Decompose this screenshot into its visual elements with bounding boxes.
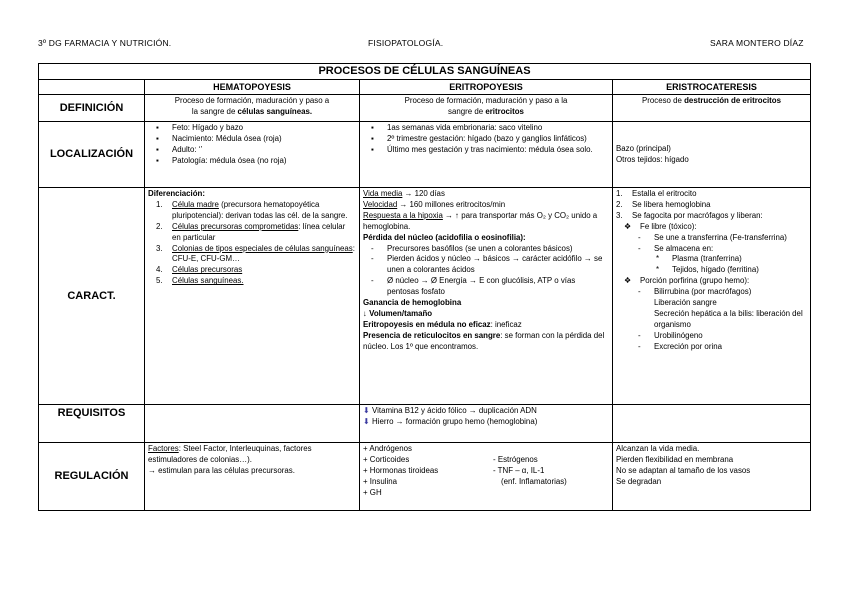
- col-header-eritropoyesis: ERITROPOYESIS: [360, 80, 613, 95]
- loc-hematopoyesis: [145, 122, 360, 188]
- summary-table: [38, 63, 811, 511]
- list-item: - Pierden ácidos y núcleo → básicos → carácter acidófilo → se unen a colorantes ácidos: [371, 254, 603, 275]
- def-eritropoyesis: Proceso de formación, maduración y paso a la sangre de eritrocitos: [360, 95, 613, 122]
- list-item: 3. Se fagocita por macrófagos y liberan:: [616, 210, 763, 220]
- list-item: ⬇ Vitamina B12 y ácido fólico → duplicación ADN: [363, 406, 537, 415]
- row-label-regulacion: REGULACIÓN: [39, 443, 145, 511]
- list-item: - Estrógenos: [493, 454, 538, 464]
- list-item: Se degradan: [616, 476, 662, 486]
- list-item: + Andrógenos: [363, 444, 412, 453]
- list-item: - Se une a transferrina (Fe-transferrina): [638, 232, 787, 242]
- header-author: SARA MONTERO DÍAZ: [710, 38, 804, 48]
- list-item: 1. Célula madre (precursora hematopoyética pluripotencial): derivan todas las cél. de la sangre.: [156, 199, 348, 220]
- list-item: - Se almacena en:: [638, 243, 714, 253]
- arrow-bullet-icon: ⬇: [363, 406, 370, 415]
- caract-hematopoyesis: [145, 188, 360, 405]
- reg-eristrocateresis: [613, 443, 811, 511]
- list-item: ▪ Adulto: ‘’: [156, 144, 203, 154]
- reg-eritropoyesis: [360, 443, 613, 511]
- req-eristrocateresis: [613, 405, 811, 443]
- list-item: Otros tejidos: hígado: [616, 154, 689, 164]
- list-item: ❖ Fe libre (tóxico):: [624, 221, 697, 231]
- list-item: 1. Estalla el eritrocito: [616, 189, 697, 198]
- list-item: 2. Se libera hemoglobina: [616, 199, 711, 209]
- req-eritropoyesis: [360, 405, 613, 443]
- list-item: ▪ Patología: médula ósea (no roja): [156, 155, 287, 165]
- loc-eritropoyesis: [360, 122, 613, 188]
- list-item: - TNF – α, IL-1: [493, 465, 545, 475]
- section-heading: Ganancia de hemoglobina: [363, 298, 462, 308]
- row-label-requisitos: REQUISITOS: [39, 405, 145, 443]
- list-item: ⬇ Hierro → formación grupo hemo (hemoglobina): [363, 416, 538, 426]
- loc-eristrocateresis: [613, 122, 811, 188]
- list-item: - Bilirrubina (por macrófagos) Liberación sangre Secreción hepática a la bilis: liberación del organismo: [638, 287, 803, 329]
- reg-hematopoyesis: Factores: Steel Factor, Interleuquinas, factores estimuladores de colonias…). → estimulan para las células precursoras.: [145, 443, 360, 511]
- respuesta-hipoxia: Respuesta a la hipoxia → ↑ para transportar más O₂ y CO₂ unido a hemoglobina.: [363, 210, 598, 231]
- list-item: + GH: [363, 487, 382, 497]
- list-item: * Tejidos, hígado (ferritina): [656, 265, 759, 275]
- list-item: (enf. Inflamatorias): [501, 476, 567, 486]
- vida-media: Vida media → 120 días: [363, 189, 445, 198]
- list-item: ▪ Nacimiento: Médula ósea (roja): [156, 133, 282, 143]
- list-item: ▪ Último mes gestación y tras nacimiento: médula ósea solo.: [371, 144, 593, 154]
- section-heading: ↓ Volumen/tamaño: [363, 308, 433, 318]
- header-subject: FISIOPATOLOGÍA.: [368, 38, 444, 48]
- def-hematopoyesis: Proceso de formación, maduración y paso a la sangre de células sanguíneas.: [145, 95, 360, 122]
- col-header-eristrocateresis: ERISTROCATERESIS: [613, 80, 811, 95]
- list-item: - Excreción por orina: [638, 341, 722, 351]
- list-item: + Corticoides: [363, 454, 410, 464]
- list-item: 2. Células precursoras comprometidas: línea celular en particular: [156, 221, 346, 242]
- list-item: Alcanzan la vida media.: [616, 444, 700, 453]
- list-item: - Precursores basófilos (se unen a colorantes básicos): [371, 243, 573, 253]
- row-label-caract: CARACT.: [39, 188, 145, 405]
- col-header-hematopoyesis: HEMATOPOYESIS: [145, 80, 360, 95]
- caract-eristrocateresis: [613, 188, 811, 405]
- list-item: ❖ Porción porfirina (grupo hemo):: [624, 276, 750, 286]
- caract-eritropoyesis: [360, 188, 613, 405]
- list-item: 5. Células sanguíneas.: [156, 276, 244, 286]
- reticulocitos: Presencia de reticulocitos en sangre: se forman con la pérdida del núcleo. Los 1º que encontramos.: [363, 330, 605, 351]
- list-item: 3. Colonias de tipos especiales de células sanguíneas: CFU-E, CFU-GM…: [156, 243, 355, 264]
- def-eristrocateresis: Proceso de destrucción de eritrocitos: [613, 95, 811, 122]
- header-course: 3º DG FARMACIA Y NUTRICIÓN.: [38, 38, 172, 48]
- list-item: - Urobilinógeno: [638, 330, 703, 340]
- list-item: ▪ 1as semanas vida embrionaria: saco vitelino: [371, 123, 543, 132]
- req-hematopoyesis: [145, 405, 360, 443]
- list-item: No se adaptan al tamaño de los vasos: [616, 465, 751, 475]
- list-item: Pierden flexibilidad en membrana: [616, 454, 734, 464]
- section-heading: Diferenciación:: [148, 189, 206, 198]
- list-item: [493, 444, 609, 455]
- list-item: ▪ 2º trimestre gestación: hígado (bazo y ganglios linfáticos): [371, 133, 587, 143]
- corner-cell: [39, 80, 145, 95]
- section-heading: Pérdida del núcleo (acidofilia o eosinofilia):: [363, 232, 526, 242]
- row-label-definicion: DEFINICIÓN: [39, 95, 145, 122]
- list-item: Bazo (principal): [616, 143, 671, 153]
- table-title: PROCESOS DE CÉLULAS SANGUÍNEAS: [39, 64, 811, 80]
- list-item: - Ø núcleo → Ø Energía → E con glucólisis, ATP o vías pentosas fosfato: [371, 276, 576, 297]
- velocidad: Velocidad → 160 millones eritrocitos/min: [363, 199, 506, 209]
- arrow-bullet-icon: ⬇: [363, 416, 370, 426]
- eritropoyesis-ineficaz: Eritropoyesis en médula no eficaz: ineficaz: [363, 319, 522, 329]
- list-item: * Plasma (tranferrina): [656, 254, 742, 264]
- row-label-localizacion: LOCALIZACIÓN: [39, 122, 145, 188]
- list-item: ▪ Feto: Hígado y bazo: [156, 123, 244, 132]
- list-item: 4. Células precursoras: [156, 265, 243, 275]
- list-item: + Hormonas tiroideas: [363, 465, 439, 475]
- list-item: + Insulina: [363, 476, 397, 486]
